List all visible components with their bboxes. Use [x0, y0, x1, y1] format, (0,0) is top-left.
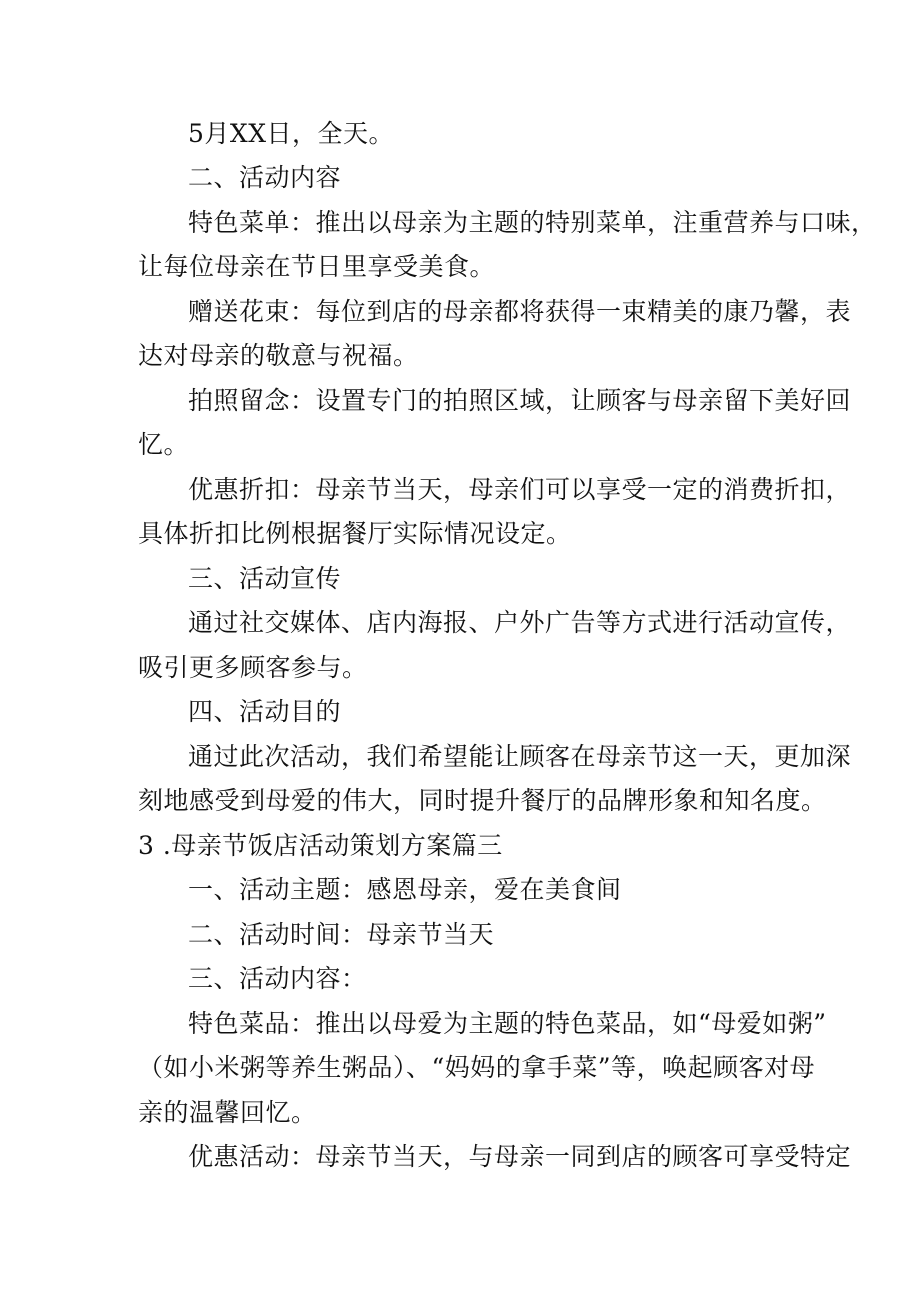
text-line: 通过社交媒体、店内海报、户外广告等方式进行活动宣传， [188, 608, 852, 637]
text-line: 5月XX日，全天。 [188, 119, 395, 148]
text-line: 亲的温馨回忆。 [138, 1098, 317, 1127]
text-line: 优惠活动：母亲节当天，与母亲一同到店的顾客可享受特定 [188, 1142, 852, 1171]
text-line: 吸引更多顾客参与。 [138, 653, 368, 682]
text-line: 赠送花束：每位到店的母亲都将获得一束精美的康乃馨，表 [188, 297, 852, 326]
text-line: 忆。 [138, 430, 190, 459]
text-line: 达对母亲的敬意与祝福。 [138, 341, 419, 370]
text-line: 优惠折扣：母亲节当天，母亲们可以享受一定的消费折扣， [188, 475, 852, 504]
section-heading: 三、活动内容： [188, 964, 367, 993]
text-line: 特色菜品：推出以母爱为主题的特色菜品，如“母爱如粥” [188, 1009, 827, 1038]
article-heading: 3 .母亲节饭店活动策划方案篇三 [138, 831, 503, 860]
text-line: （如小米粥等养生粥品）、“妈妈的拿手菜”等，唤起顾客对母 [138, 1053, 816, 1082]
section-heading: 三、活动宣传 [188, 564, 342, 593]
section-heading: 二、活动内容 [188, 163, 342, 192]
text-line: 刻地感受到母爱的伟大，同时提升餐厅的品牌形象和知名度。 [138, 786, 827, 815]
section-heading: 一、活动主题：感恩母亲，爱在美食间 [188, 875, 622, 904]
section-heading: 四、活动目的 [188, 697, 342, 726]
text-line: 让每位母亲在节日里享受美食。 [138, 252, 496, 281]
text-line: 通过此次活动，我们希望能让顾客在母亲节这一天，更加深 [188, 742, 852, 771]
text-line: 特色菜单：推出以母亲为主题的特别菜单，注重营养与口味， [188, 208, 877, 237]
section-heading: 二、活动时间：母亲节当天 [188, 920, 495, 949]
text-line: 具体折扣比例根据餐厅实际情况设定。 [138, 519, 572, 548]
text-line: 拍照留念：设置专门的拍照区域，让顾客与母亲留下美好回 [188, 386, 852, 415]
